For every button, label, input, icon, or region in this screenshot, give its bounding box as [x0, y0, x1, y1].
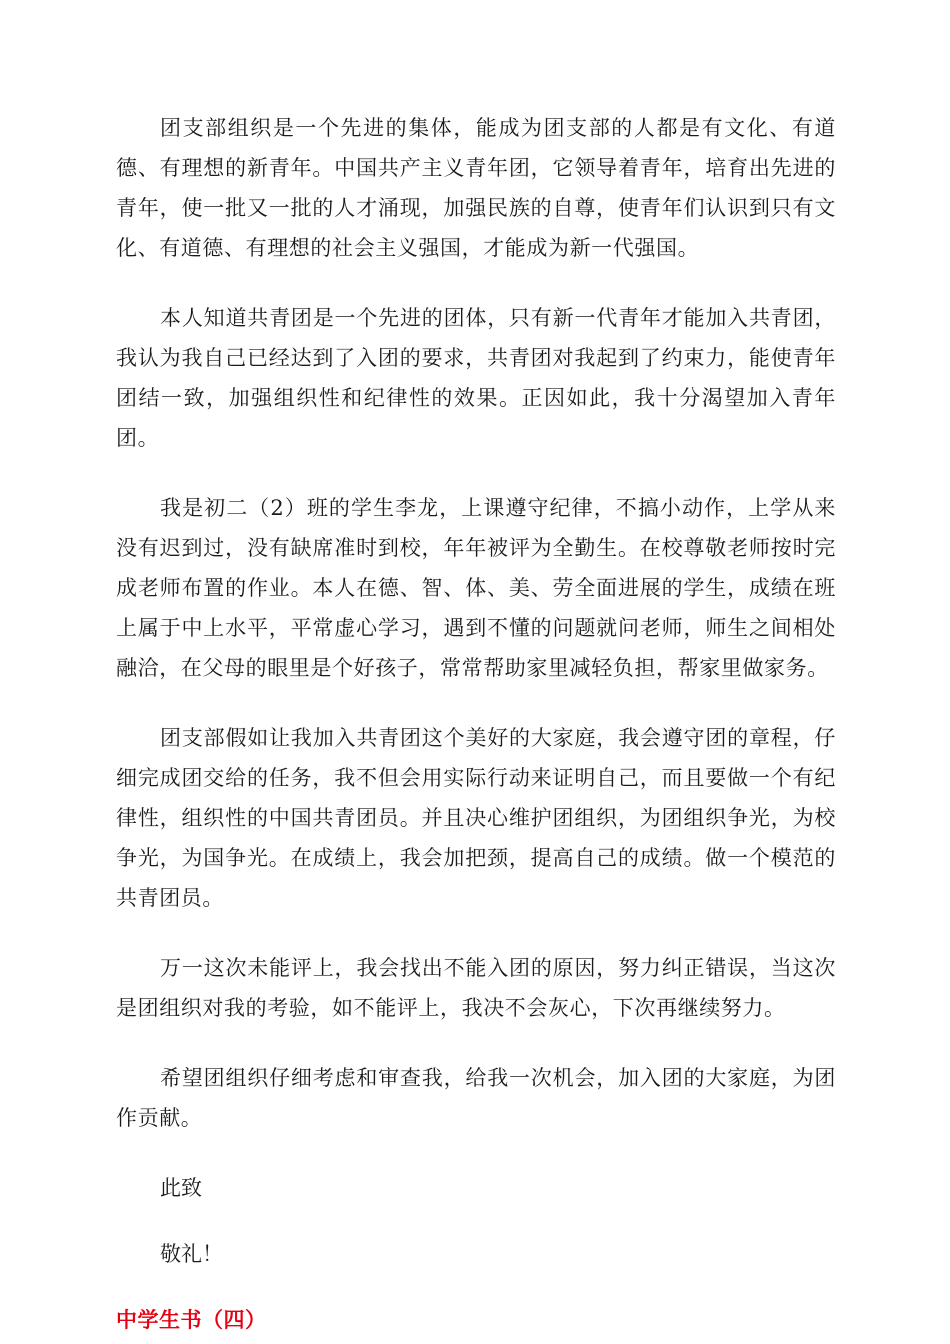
section-heading: 中学生书（四） [116, 1308, 267, 1332]
paragraph-3: 我是初二（2）班的学生李龙，上课遵守纪律，不搞小动作，上学从来没有迟到过，没有缺席准时到校，年年被评为全勤生。在校尊敬老师按时完成老师布置的作业。本人在德、智、体、美、劳全面进展的学生，成绩在班上属于中上水平，平常虚心学习，遇到不懂的问题就问老师，师生之间相处融洽，在父母的眼里是个好孩子，常常帮助家里减轻负担，帮家里做家务。 [116, 496, 836, 680]
document-page [116, 108, 836, 1340]
closing-regards: 敬礼！ [160, 1242, 223, 1266]
paragraph-1: 团支部组织是一个先进的集体，能成为团支部的人都是有文化、有道德、有理想的新青年。中国共产主义青年团，它领导着青年，培育出先进的青年，使一批又一批的人才涌现，加强民族的自尊，使青年们认识到只有文化、有道德、有理想的社会主义强国，才能成为新一代强国。 [116, 116, 836, 260]
paragraph-6: 希望团组织仔细考虑和审查我，给我一次机会，加入团的大家庭，为团作贡献。 [116, 1066, 836, 1130]
paragraph-5: 万一这次未能评上，我会找出不能入团的原因，努力纠正错误，当这次是团组织对我的考验，如不能评上，我决不会灰心，下次再继续努力。 [116, 956, 836, 1020]
closing-salutation: 此致 [160, 1176, 202, 1200]
paragraph-4: 团支部假如让我加入共青团这个美好的大家庭，我会遵守团的章程，仔细完成团交给的任务，我不但会用实际行动来证明自己，而且要做一个有纪律性，组织性的中国共青团员。并且决心维护团组织，为团组织争光，为校争光，为国争光。在成绩上，我会加把颈，提高自己的成绩。做一个模范的共青团员。 [116, 726, 836, 910]
paragraph-2: 本人知道共青团是一个先进的团体，只有新一代青年才能加入共青团，我认为我自己已经达到了入团的要求，共青团对我起到了约束力，能使青年团结一致，加强组织性和纪律性的效果。正因如此，我十分渴望加入青年团。 [116, 306, 836, 450]
